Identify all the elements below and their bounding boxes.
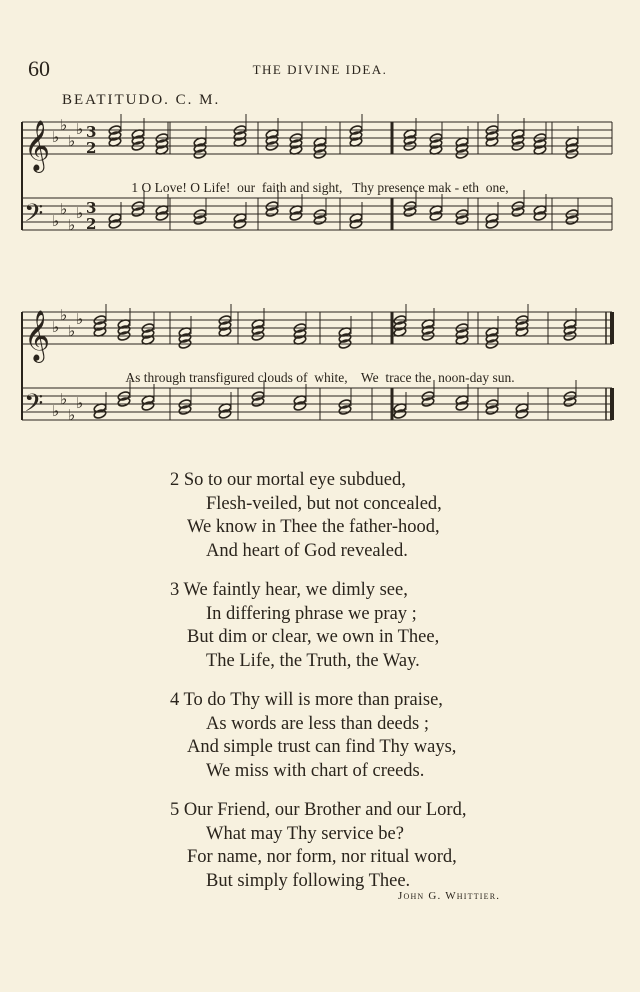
treble-clef-icon: 𝄞: [24, 120, 51, 171]
flat-icon: ♭: [52, 402, 60, 420]
verse-line: For name, nor form, nor ritual word,: [187, 847, 457, 867]
flat-icon: ♭: [68, 132, 76, 150]
treble-clef-icon: 𝄞: [24, 310, 51, 361]
verse-line: And heart of God revealed.: [206, 540, 408, 561]
verse-line: We miss with chart of creeds.: [206, 760, 425, 781]
verse-line: But simply following Thee.: [206, 870, 411, 891]
verse-line: The Life, the Truth, the Way.: [206, 650, 420, 671]
stanza-3: [170, 580, 439, 674]
flat-icon: ♭: [68, 216, 76, 234]
verse-line: But dim or clear, we own in Thee,: [187, 627, 440, 647]
flat-icon: ♭: [52, 128, 60, 146]
time-signature-top: 3: [86, 199, 97, 217]
verse-line: 5 Our Friend, our Brother and our Lord,: [170, 800, 467, 820]
stanza-4: [170, 690, 456, 784]
flat-icon: ♭: [52, 318, 60, 336]
flat-icon: ♭: [76, 394, 84, 412]
verse-line: We know in Thee the father-hood,: [187, 517, 440, 537]
stanza-5: [170, 800, 466, 894]
lyric-line-1: 1 O Love! O Life! our faith and sight, Thy presence mak - eth one,: [131, 180, 509, 195]
flat-icon: ♭: [60, 200, 68, 218]
verse-line: 3 We faintly hear, we dimly see,: [170, 580, 408, 600]
bass-clef-icon: 𝄢: [24, 389, 44, 424]
verse-line: And simple trust can find Thy ways,: [187, 737, 457, 757]
verse-line: 4 To do Thy will is more than praise,: [170, 690, 443, 710]
bass-clef-icon: 𝄢: [24, 199, 44, 234]
tune-name: BEATITUDO. C. M.: [62, 92, 221, 108]
time-signature-bottom: 2: [86, 215, 97, 233]
time-signature-top: 3: [86, 123, 97, 141]
verse-line: What may Thy service be?: [206, 823, 404, 844]
lyric-line-2: As through transfigured clouds of white, We trace the noon-day sun.: [125, 370, 515, 385]
running-head: THE DIVINE IDEA.: [252, 62, 388, 77]
time-signature-bottom: 2: [86, 139, 97, 157]
flat-icon: ♭: [60, 390, 68, 408]
flat-icon: ♭: [76, 204, 84, 222]
flat-icon: ♭: [52, 212, 60, 230]
flat-icon: ♭: [68, 406, 76, 424]
attribution: John G. Whittier.: [398, 890, 501, 902]
flat-icon: ♭: [60, 116, 68, 134]
flat-icon: ♭: [60, 306, 68, 324]
verse-line: 2 So to our mortal eye subdued,: [170, 470, 406, 490]
flat-icon: ♭: [68, 322, 76, 340]
stanza-2: [170, 470, 442, 564]
page-number: 60: [28, 56, 50, 81]
flat-icon: ♭: [76, 310, 84, 328]
flat-icon: ♭: [76, 120, 84, 138]
verse-line: In differing phrase we pray ;: [206, 603, 417, 624]
verse-line: As words are less than deeds ;: [206, 713, 429, 734]
verse-line: Flesh-veiled, but not concealed,: [206, 493, 442, 514]
